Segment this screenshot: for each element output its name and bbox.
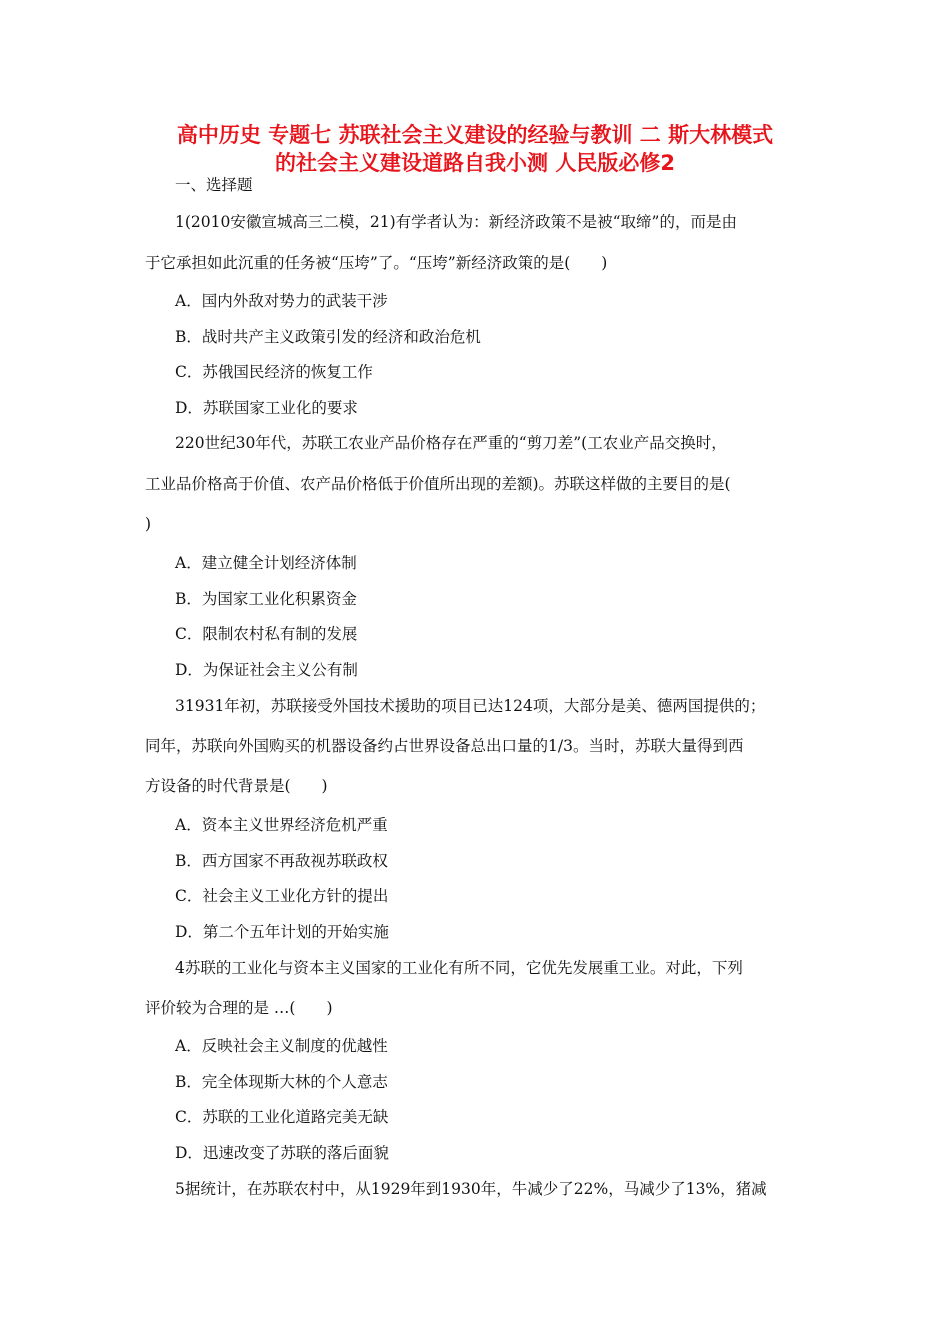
document-title-line-2: 的社会主义建设道路自我小测 人民版必修2 bbox=[275, 151, 675, 175]
question-4-option-d: D．迅速改变了苏联的落后面貌 bbox=[175, 1144, 389, 1162]
question-4-option-c: C．苏联的工业化道路完美无缺 bbox=[175, 1108, 389, 1126]
question-2-option-d: D．为保证社会主义公有制 bbox=[175, 661, 358, 679]
question-3-option-a: A．资本主义世界经济危机严重 bbox=[175, 816, 388, 834]
question-5-line-1: 5据统计，在苏联农村中，从1929年到1930年，牛减少了22%，马减少了13%，猪减 bbox=[175, 1180, 767, 1198]
question-3-line-3: 方设备的时代背景是( ) bbox=[145, 777, 328, 795]
question-1-option-c: C．苏俄国民经济的恢复工作 bbox=[175, 363, 373, 381]
question-4-option-a: A．反映社会主义制度的优越性 bbox=[175, 1037, 388, 1055]
question-2-option-b: B．为国家工业化积累资金 bbox=[175, 590, 357, 608]
section-heading: 一、选择题 bbox=[175, 176, 253, 194]
question-3-option-b: B．西方国家不再敌视苏联政权 bbox=[175, 852, 388, 870]
question-1-line-1: 1(2010安徽宣城高三二模，21)有学者认为：新经济政策不是被“取缔”的，而是由 bbox=[175, 213, 737, 231]
question-4-option-b: B．完全体现斯大林的个人意志 bbox=[175, 1073, 388, 1091]
question-1-option-d: D．苏联国家工业化的要求 bbox=[175, 399, 358, 417]
question-3-option-d: D．第二个五年计划的开始实施 bbox=[175, 923, 389, 941]
question-1-line-2: 于它承担如此沉重的任务被“压垮”了。“压垮”新经济政策的是( ) bbox=[145, 254, 608, 272]
question-1-option-a: A．国内外敌对势力的武装干涉 bbox=[175, 292, 388, 310]
question-2-option-c: C．限制农村私有制的发展 bbox=[175, 625, 358, 643]
question-4-line-2: 评价较为合理的是 …( ) bbox=[145, 999, 333, 1017]
question-2-line-2: 工业品价格高于价值、农产品价格低于价值所出现的差额)。苏联这样做的主要目的是( bbox=[145, 475, 731, 493]
question-3-line-2: 同年，苏联向外国购买的机器设备约占世界设备总出口量的1/3。当时，苏联大量得到西 bbox=[145, 737, 744, 755]
question-4-line-1: 4苏联的工业化与资本主义国家的工业化有所不同，它优先发展重工业。对此，下列 bbox=[175, 959, 743, 977]
question-2-option-a: A．建立健全计划经济体制 bbox=[175, 554, 357, 572]
question-1-option-b: B．战时共产主义政策引发的经济和政治危机 bbox=[175, 328, 481, 346]
question-3-option-c: C．社会主义工业化方针的提出 bbox=[175, 887, 389, 905]
question-3-line-1: 31931年初，苏联接受外国技术援助的项目已达124项，大部分是美、德两国提供的； bbox=[175, 697, 766, 715]
question-2-line-1: 220世纪30年代，苏联工农业产品价格存在严重的“剪刀差”(工农业产品交换时， bbox=[175, 434, 727, 452]
question-2-line-3: ) bbox=[145, 515, 152, 533]
document-title-line-1: 高中历史 专题七 苏联社会主义建设的经验与教训 二 斯大林模式 bbox=[176, 123, 774, 147]
